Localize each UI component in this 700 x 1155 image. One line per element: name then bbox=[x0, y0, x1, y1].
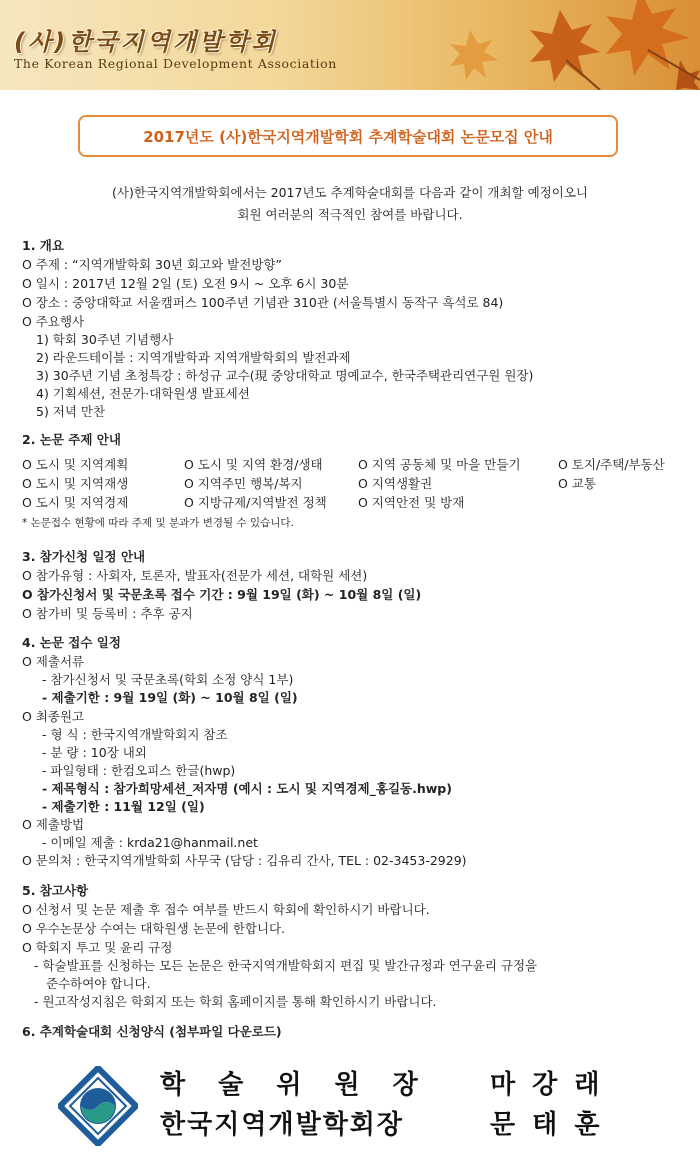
s3-fee: O 참가비 및 등록비 : 추후 공지 bbox=[22, 606, 193, 621]
s5-item-3-a2: 준수하여야 합니다. bbox=[46, 976, 151, 991]
s4-method-label: O 제출방법 bbox=[22, 817, 85, 832]
s4-docs-deadline: - 제출기한 : 9월 19일 (화) ~ 10월 8일 (일) bbox=[42, 690, 298, 705]
s5-item-3-a1: - 학술발표를 신청하는 모든 논문은 한국지역개발학회지 편집 및 발간규정과 연구윤리 규정을 bbox=[34, 958, 538, 973]
s1-place: O 장소 : 중앙대학교 서울캠퍼스 100주년 기념관 310관 (서울특별시 동작구 흑석로 84) bbox=[22, 295, 504, 310]
s1-date: O 일시 : 2017년 12월 2일 (토) 오전 9시 ~ 오후 6시 30분 bbox=[22, 276, 349, 291]
topic-r2-c2: O 지역주민 행복/복지 bbox=[184, 476, 303, 491]
topic-r3-c3: O 지역안전 및 방재 bbox=[358, 495, 465, 510]
intro-line-2: 회원 여러분의 적극적인 참여를 바랍니다. bbox=[237, 207, 463, 222]
s3-type: O 참가유형 : 사회자, 토론자, 발표자(전문가 세션, 대학원 세션) bbox=[22, 568, 368, 583]
s4-final-form: - 형 식 : 한국지역개발학회지 참조 bbox=[42, 727, 228, 742]
s4-docs-label: O 제출서류 bbox=[22, 654, 85, 669]
s4-final-deadline: - 제출기한 : 11월 12일 (일) bbox=[42, 799, 205, 814]
s5-item-3: O 학회지 투고 및 윤리 규정 bbox=[22, 940, 173, 955]
topic-r1-c2: O 도시 및 지역 환경/생태 bbox=[184, 457, 323, 472]
s4-final-label: O 최종원고 bbox=[22, 709, 85, 724]
section-3-heading: 3. 참가신청 일정 안내 bbox=[22, 549, 146, 564]
s5-item-1: O 신청서 및 논문 제출 후 접수 여부를 반드시 학회에 확인하시기 바랍니다. bbox=[22, 902, 430, 917]
s3-period: O 참가신청서 및 국문초록 접수 기간 : 9월 19일 (화) ~ 10월 8일 (일) bbox=[22, 587, 422, 602]
s1-event-4: 4) 기획세션, 전문가·대학원생 발표세션 bbox=[36, 386, 250, 401]
topic-r2-c1: O 도시 및 지역재생 bbox=[22, 476, 129, 491]
org-english-name: The Korean Regional Development Association bbox=[14, 56, 337, 71]
s4-final-length: - 분 량 : 10장 내외 bbox=[42, 745, 147, 760]
s4-method-email: - 이메일 제출 : krda21@hanmail.net bbox=[42, 835, 258, 850]
section-4-heading: 4. 논문 접수 일정 bbox=[22, 635, 121, 650]
s5-item-2: O 우수논문상 수여는 대학원생 논문에 한합니다. bbox=[22, 921, 286, 936]
section-1-heading: 1. 개요 bbox=[22, 238, 64, 253]
s5-item-3-b: - 원고작성지침은 학회지 또는 학회 홈페이지를 통해 확인하시기 바랍니다. bbox=[34, 994, 437, 1009]
section-2-heading: 2. 논문 주제 안내 bbox=[22, 432, 121, 447]
topic-r1-c1: O 도시 및 지역계획 bbox=[22, 457, 129, 472]
page-title: 2017년도 (사)한국지역개발학회 추계학술대회 논문모집 안내 bbox=[78, 115, 618, 157]
s4-final-filetype: - 파일형태 : 한컴오피스 한글(hwp) bbox=[42, 763, 236, 778]
signature-name-1: 마 강 래 bbox=[490, 1070, 604, 1100]
section-6-heading: 6. 추계학술대회 신청양식 (첨부파일 다운로드) bbox=[22, 1024, 282, 1039]
topic-r1-c3: O 지역 공동체 및 마을 만들기 bbox=[358, 457, 521, 472]
section-5-heading: 5. 참고사항 bbox=[22, 883, 89, 898]
topic-r2-c4: O 교통 bbox=[558, 476, 596, 491]
s1-event-1: 1) 학회 30주년 기념행사 bbox=[36, 332, 174, 347]
topic-r3-c2: O 지방규제/지역발전 정책 bbox=[184, 495, 327, 510]
topic-r1-c4: O 토지/주택/부동산 bbox=[558, 457, 665, 472]
signature-name-2: 문 태 훈 bbox=[490, 1110, 604, 1140]
intro-line-1: (사)한국지역개발학회에서는 2017년도 추계학술대회를 다음과 같이 개최할 예정이오니 bbox=[112, 185, 588, 200]
s1-events-label: O 주요행사 bbox=[22, 314, 85, 329]
s2-note: * 논문접수 현황에 따라 주제 및 분과가 변경될 수 있습니다. bbox=[22, 517, 294, 529]
s4-contact: O 문의처 : 한국지역개발학회 사무국 (담당 : 김유리 간사, TEL : 02-3453-2929) bbox=[22, 853, 467, 868]
s1-event-5: 5) 저녁 만찬 bbox=[36, 404, 106, 419]
society-logo-icon bbox=[58, 1066, 138, 1146]
org-name-logo: (사)한국지역개발학회 bbox=[14, 28, 278, 56]
s1-event-3: 3) 30주년 기념 초청특강 : 하성규 교수(現 중앙대학교 명예교수, 한국주택관리연구원 원장) bbox=[36, 368, 534, 383]
signature-title-1: 학 술 위 원 장 bbox=[160, 1070, 430, 1100]
signature-title-2: 한국지역개발학회장 bbox=[160, 1110, 405, 1140]
header-banner bbox=[0, 0, 700, 90]
s4-final-title: - 제목형식 : 참가희망세션_저자명 (예시 : 도시 및 지역경제_홍길동.hwp) bbox=[42, 781, 452, 796]
s1-event-2: 2) 라운드테이블 : 지역개발학과 지역개발학회의 발전과제 bbox=[36, 350, 351, 365]
s1-theme: O 주제 : “지역개발학회 30년 회고와 발전방향” bbox=[22, 257, 282, 272]
topic-r3-c1: O 도시 및 지역경제 bbox=[22, 495, 129, 510]
topic-r2-c3: O 지역생활권 bbox=[358, 476, 433, 491]
s4-docs-item: - 참가신청서 및 국문초록(학회 소정 양식 1부) bbox=[42, 672, 294, 687]
